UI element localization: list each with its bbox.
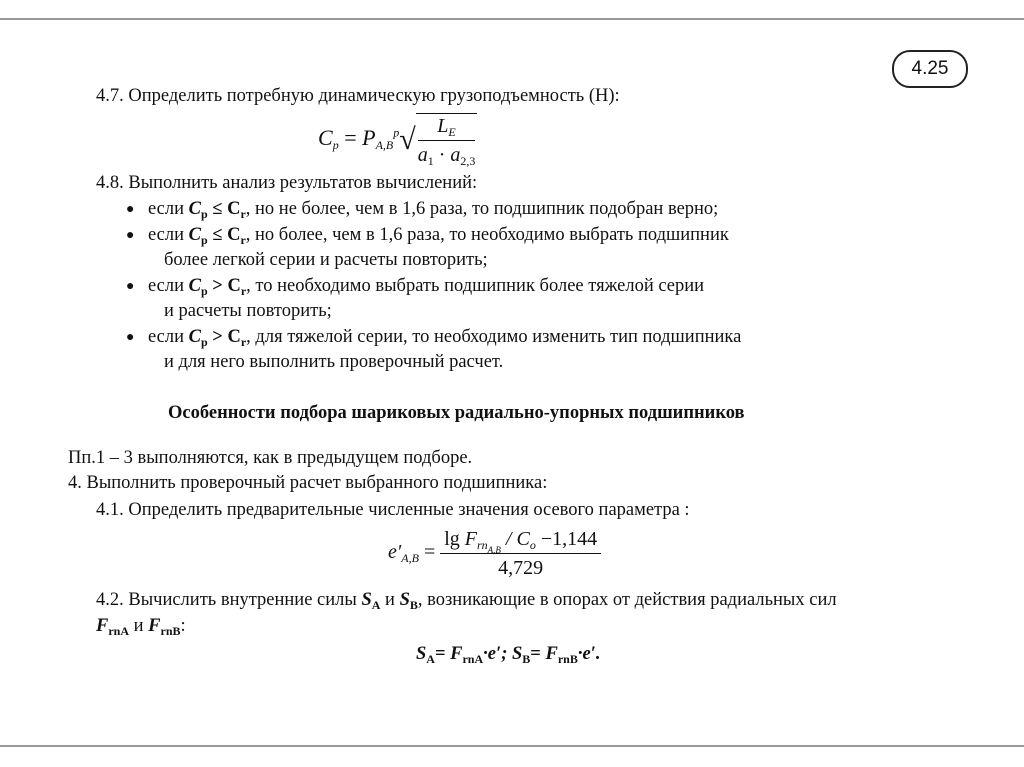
section-heading: Особенности подбора шариковых радиально-упорных подшипников [168,403,745,423]
bottom-border [0,745,1024,747]
bullet-item: ● если $C_p \le C_r$, но не более, чем в 1,6 раза, то подшипник подобран верно; [126,199,719,221]
slide-content [0,84,1024,667]
section-4-8: 4.8. Выполнить анализ результатов вычислений: [96,173,478,193]
line-4-2: 4.2. Вычислить внутренние силы $S_A$ и $S_B$, возникающие в опорах от действия радиальных сил [96,590,837,612]
formula-cp: $C_p = P_{A,B}^p√$ $\frac{L_E}{a_1 \cdot a_{2,3}}$ [318,115,476,168]
top-border [0,18,1024,20]
formula-e: $e'_{A,B}$ = $\frac{\lg F_{rn_{A,B}} / C_o -1,144}{4,729}$ [0,527,1024,580]
bullet-item: ● если $C_p \le C_r$, но более, чем в 1,6 раза, то необходимо выбрать подшипник [126,225,729,247]
bullet-icon: ● [126,202,135,217]
bullet-icon: ● [126,228,135,243]
section-4-7: 4.7. Определить потребную динамическую грузоподъемность (Н): [96,86,620,106]
bullet-icon: ● [126,279,135,294]
bullet-item: ● если $C_p > C_r$, для тяжелой серии, то необходимо изменить тип подшипника [126,327,742,349]
formula-s: $S_A= F_{rnA}\cdot e'$; $S_B= F_{rnB}\cdot e'$. [416,644,601,666]
bullet-continuation: более легкой серии и расчеты повторить; [164,250,488,270]
slide-number-badge: 4.25 [892,50,968,88]
bullet-list [0,197,1024,375]
bullet-item: ● если $C_p > C_r$, то необходимо выбрать подшипник более тяжелой серии [126,276,705,298]
bullet-icon: ● [126,330,135,345]
bullet-continuation: и расчеты повторить; [164,301,332,321]
bullet-continuation: и для него выполнить проверочный расчет. [164,352,504,372]
line-4-1: 4.1. Определить предварительные численные значения осевого параметра : [96,500,690,520]
line-4-2-forces: $F_{rnA}$ и $F_{rnB}$: [96,616,186,638]
line-4: 4. Выполнить проверочный расчет выбранного подшипника: [68,473,548,493]
line-pp: Пп.1 – 3 выполняются, как в предыдущем подборе. [68,448,473,468]
